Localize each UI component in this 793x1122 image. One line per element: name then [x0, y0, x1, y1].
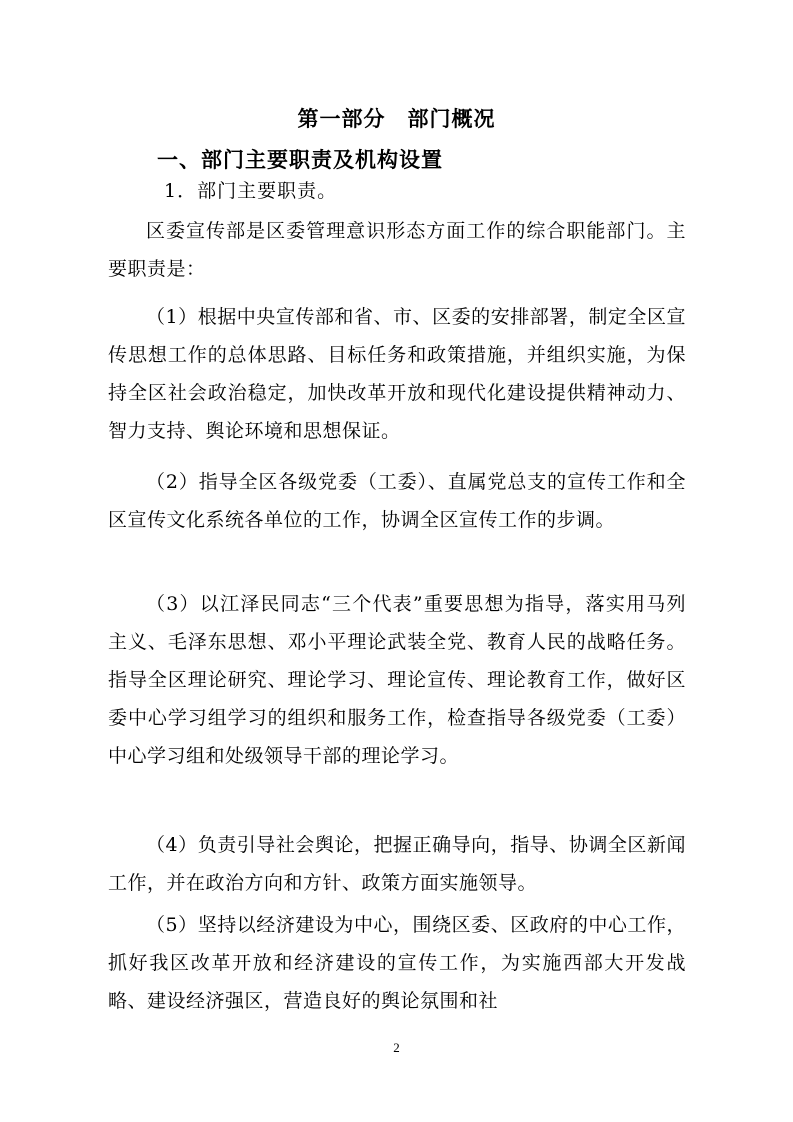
duty-paragraph-2: （2）指导全区各级党委（工委）、直属党总支的宣传工作和全区宣传文化系统各单位的工作，协调全区宣传工作的步调。 — [108, 471, 686, 531]
page-number: 2 — [393, 1040, 400, 1055]
duty-paragraph-5: （5）坚持以经济建设为中心，围绕区委、区政府的中心工作，抓好我区改革开放和经济建设的宣传工作，为实施西部大开发战略、建设经济强区，营造良好的舆论氛围和社 — [108, 914, 686, 1012]
part-title: 第一部分 部门概况 — [297, 106, 496, 131]
intro-paragraph: 区委宣传部是区委管理意识形态方面工作的综合职能部门。主要职责是： — [108, 220, 686, 280]
subheading-duties: 1．部门主要职责。 — [164, 180, 338, 202]
duty-paragraph-4: （4）负责引导社会舆论，把握正确导向，指导、协调全区新闻工作，并在政治方向和方针、政策方面实施领导。 — [108, 834, 686, 894]
section-heading: 一、部门主要职责及机构设置 — [157, 147, 443, 172]
duty-paragraph-1: （1）根据中央宣传部和省、市、区委的安排部署，制定全区宣传思想工作的总体思路、目标任务和政策措施，并组织实施，为保持全区社会政治稳定，加快改革开放和现代化建设提供精神动力、智力支持、舆论环境和思想保证。 — [108, 306, 686, 442]
duty-paragraph-3: （3）以江泽民同志“三个代表”重要思想为指导，落实用马列主义、毛泽东思想、邓小平理论武装全党、教育人民的战略任务。指导全区理论研究、理论学习、理论宣传、理论教育工作，做好区委中心学习组学习的组织和服务工作，检查指导各级党委（工委）中心学习组和处级领导干部的理论学习。 — [108, 593, 686, 767]
